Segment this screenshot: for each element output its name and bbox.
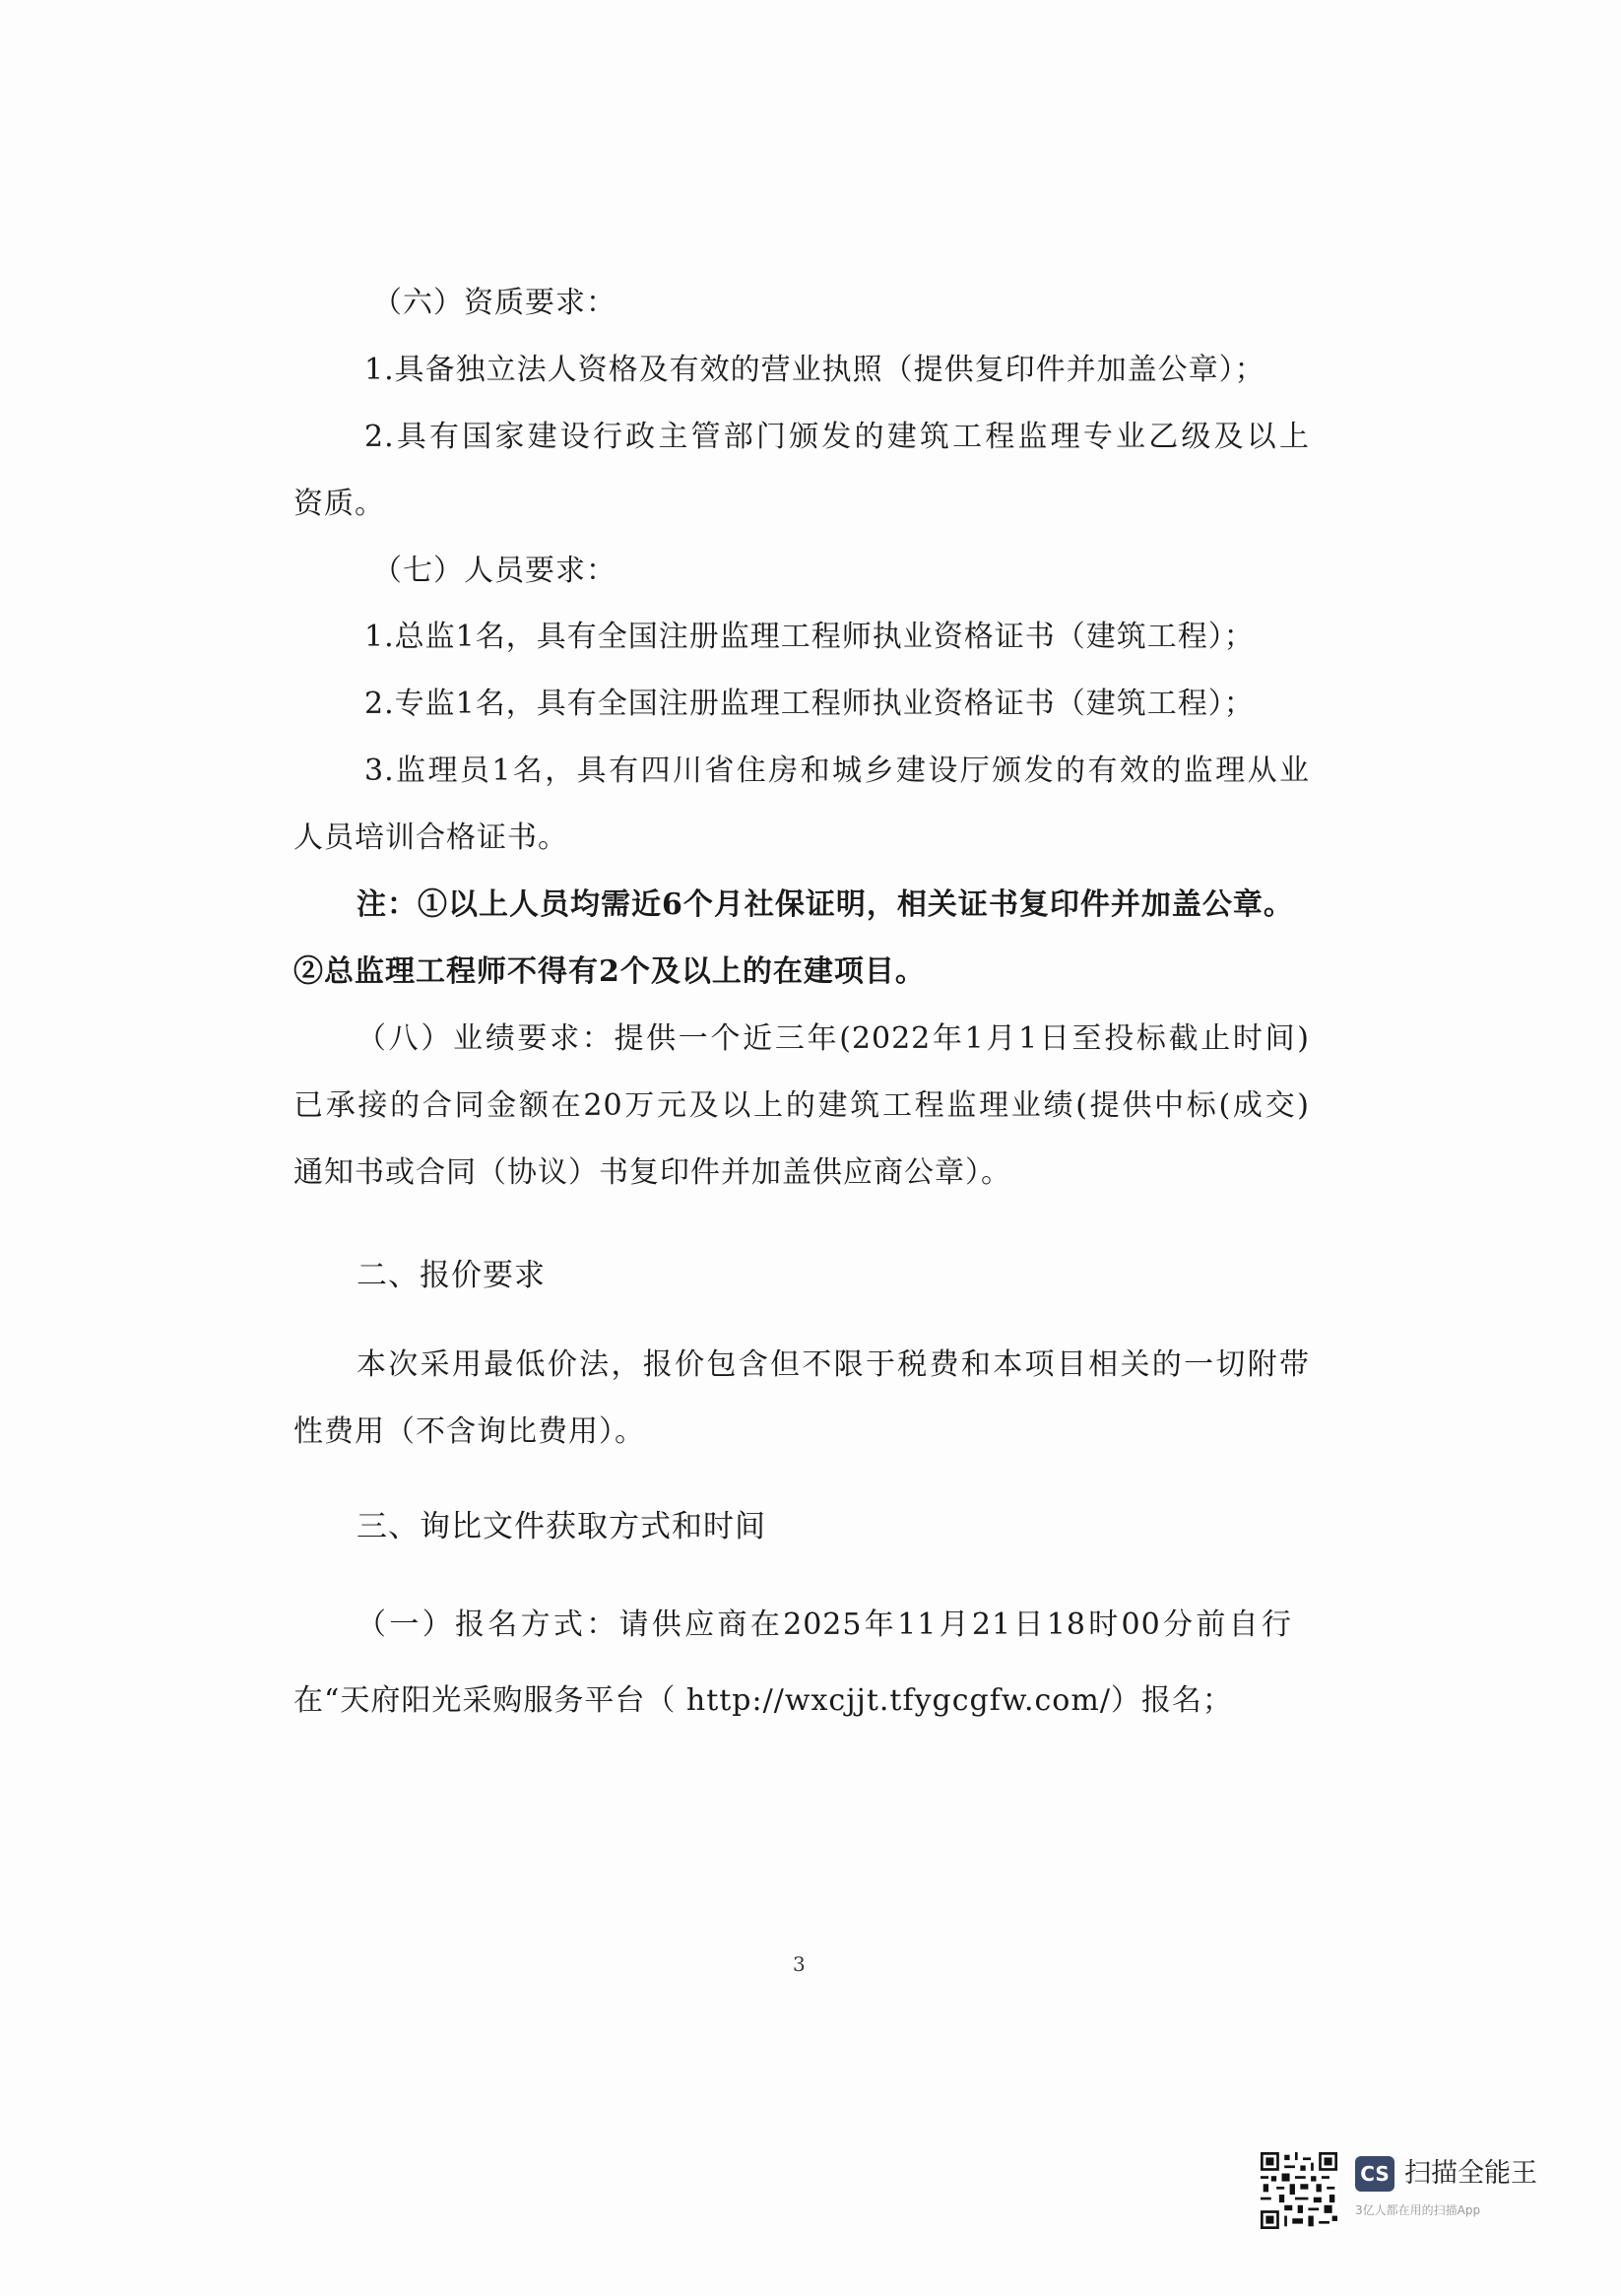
performance-text-2: 通知书或合同（协议）书复印件并加盖供应商公章）。 [293,1155,1011,1190]
qr-code-icon [1261,2152,1337,2229]
camscanner-logo-icon: CS [1355,2156,1394,2192]
personnel-item-1: 1.总监1名，具有全国注册监理工程师执业资格证书（建筑工程）； [364,620,1255,654]
qualification-heading: （六）资质要求： [372,286,616,320]
personnel-heading: （七）人员要求： [372,554,616,588]
performance-heading: （八）业绩要求：提供一个近三年(2022年1月1日至投标截止时间) [357,1021,1310,1056]
personnel-note-2: ②总监理工程师不得有2个及以上的在建项目。 [293,954,926,989]
page-number: 3 [793,1952,806,1976]
section-quotation-heading: 二、报价要求 [357,1258,546,1293]
personnel-item-3: 3.监理员1名，具有四川省住房和城乡建设厅颁发的有效的监理从业 [364,754,1310,788]
personnel-item-3-cont: 人员培训合格证书。 [293,820,568,855]
qualification-item-2: 2.具有国家建设行政主管部门颁发的建筑工程监理专业乙级及以上 [364,420,1310,454]
performance-text-1: 已承接的合同金额在20万元及以上的建筑工程监理业绩(提供中标(成交) [293,1088,1310,1123]
personnel-note-1: 注：①以上人员均需近6个月社保证明，相关证书复印件并加盖公章。 [357,887,1294,922]
registration-text-2: 在“天府阳光采购服务平台（ http://wxcjjt.tfygcgfw.com/）报名； [293,1683,1233,1718]
personnel-item-2: 2.专监1名，具有全国注册监理工程师执业资格证书（建筑工程）； [364,687,1255,721]
scanner-watermark [1261,2152,1576,2231]
scanner-tagline: 3亿人都在用的扫描App [1355,2203,1481,2217]
quotation-text-1: 本次采用最低价法，报价包含但不限于税费和本项目相关的一切附带 [357,1347,1310,1382]
section-documents-heading: 三、询比文件获取方式和时间 [357,1509,766,1544]
quotation-text-2: 性费用（不含询比费用）。 [293,1414,645,1449]
qualification-item-2-cont: 资质。 [293,487,385,521]
scanner-brand: 扫描全能王 [1404,2158,1537,2189]
registration-text-1: （一）报名方式：请供应商在2025年11月21日18时00分前自行 [357,1607,1292,1642]
qualification-item-1: 1.具备独立法人资格及有效的营业执照（提供复印件并加盖公章）； [364,353,1265,387]
